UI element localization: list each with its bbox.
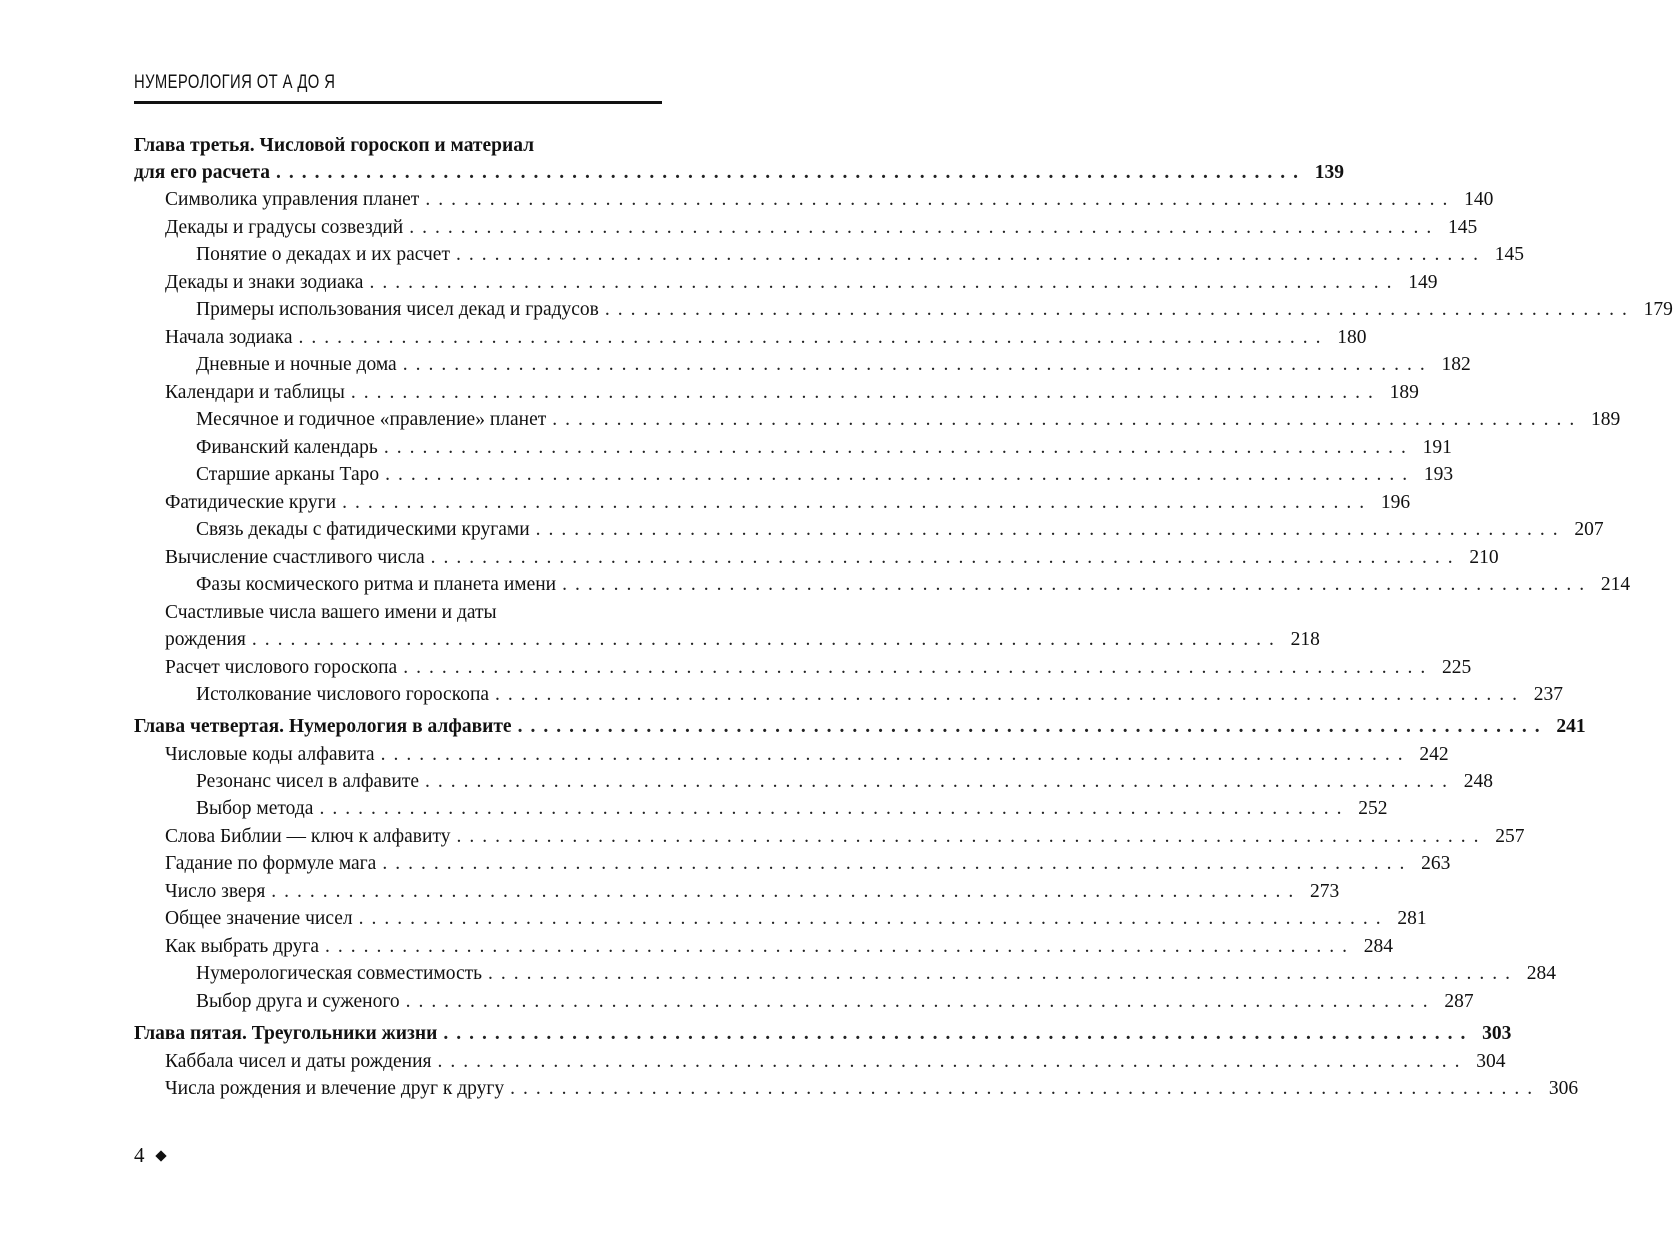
dot-leader: ................................................................................ bbox=[510, 1078, 1541, 1099]
dot-leader: ................................................................................ bbox=[358, 908, 1389, 929]
toc-entry-title: Фиванский календарь bbox=[196, 437, 378, 458]
toc-entry-title: Календари и таблицы bbox=[165, 382, 345, 403]
toc-entry-title: Резонанс чисел в алфавите bbox=[196, 771, 420, 792]
toc-page-number: 145 bbox=[1447, 217, 1478, 238]
toc-page-number: 225 bbox=[1441, 657, 1472, 678]
toc-entry-title: Гадание по формуле мага bbox=[165, 853, 377, 874]
toc-page-number: 189 bbox=[1389, 382, 1419, 403]
dot-leader: ................................................................................ bbox=[298, 327, 1329, 348]
toc-page-number: 304 bbox=[1476, 1051, 1506, 1072]
toc-chapter-entry bbox=[134, 1020, 1512, 1047]
toc-entry-title: Истолкование числового гороскопа bbox=[196, 684, 490, 705]
toc-entry-title: Счастливые числа вашего имени и даты bbox=[165, 602, 497, 623]
toc-entry-title: Числа рождения и влечение друг к другу bbox=[165, 1078, 505, 1099]
toc-entry-title: Глава пятая. Треугольники жизни bbox=[134, 1023, 438, 1044]
toc-entry-title: Понятие о декадах и их расчет bbox=[196, 244, 450, 265]
toc-entry bbox=[134, 823, 1525, 850]
dot-leader: ................................................................................ bbox=[430, 547, 1461, 568]
toc-entry-title: Число зверя bbox=[165, 881, 266, 902]
toc-entry-title: Дневные и ночные дома bbox=[196, 354, 397, 375]
toc-entry-title: Числовые коды алфавита bbox=[165, 744, 375, 765]
dot-leader: ................................................................................ bbox=[402, 354, 1433, 375]
toc-entry bbox=[134, 461, 1454, 488]
toc-page-number: 218 bbox=[1290, 629, 1320, 650]
toc-entry bbox=[134, 795, 1388, 822]
dot-leader: ................................................................................ bbox=[385, 464, 1416, 485]
toc-entry-title: Выбор друга и суженого bbox=[196, 991, 400, 1012]
toc-entry bbox=[134, 324, 1367, 351]
toc-page-number: 207 bbox=[1574, 519, 1604, 540]
dot-leader: ................................................................................ bbox=[443, 1023, 1474, 1044]
toc-entry bbox=[134, 933, 1393, 960]
toc-entry-title: Начала зодиака bbox=[165, 327, 293, 348]
toc-entry bbox=[134, 1048, 1506, 1075]
toc-page-number: 284 bbox=[1526, 963, 1557, 984]
dot-leader: ................................................................................ bbox=[271, 881, 1302, 902]
toc-page-number: 189 bbox=[1591, 409, 1621, 430]
toc-page-number: 139 bbox=[1314, 162, 1344, 183]
dot-leader: ................................................................................ bbox=[437, 1051, 1468, 1072]
toc-page-number: 287 bbox=[1444, 991, 1474, 1012]
toc-entry bbox=[134, 741, 1449, 768]
toc-page-number: 284 bbox=[1363, 936, 1393, 957]
toc-entry bbox=[134, 905, 1427, 932]
dot-leader: ................................................................................ bbox=[495, 684, 1526, 705]
toc-page-number: 191 bbox=[1422, 437, 1452, 458]
toc-entry bbox=[134, 186, 1494, 213]
toc-entry-title: Связь декады с фатидическими кругами bbox=[196, 519, 530, 540]
dot-leader: ................................................................................ bbox=[552, 409, 1583, 430]
toc-entry-title: Глава четвертая. Нумерология в алфавите bbox=[134, 716, 512, 737]
toc-entry-title: Слова Библии — ключ к алфавиту bbox=[165, 826, 451, 847]
toc-entry-title: Каббала чисел и даты рождения bbox=[165, 1051, 432, 1072]
toc-entry bbox=[134, 654, 1472, 681]
dot-leader: ................................................................................ bbox=[562, 574, 1593, 595]
dot-leader: ................................................................................ bbox=[488, 963, 1519, 984]
toc-entry bbox=[134, 544, 1499, 571]
toc-page-number: 241 bbox=[1556, 716, 1586, 737]
toc-entry bbox=[134, 599, 662, 626]
dot-leader: ................................................................................ bbox=[456, 244, 1486, 265]
toc-entry bbox=[134, 406, 1621, 433]
toc-entry bbox=[134, 626, 1320, 653]
dot-leader: ................................................................................ bbox=[251, 629, 1282, 650]
toc-entry bbox=[134, 960, 1557, 987]
toc-page-number: 149 bbox=[1408, 272, 1438, 293]
toc-entry-title: Как выбрать друга bbox=[165, 936, 319, 957]
toc-page-number: 252 bbox=[1358, 798, 1388, 819]
running-header: НУМЕРОЛОГИЯ ОТ А ДО Я bbox=[134, 72, 336, 93]
dot-leader: ................................................................................ bbox=[517, 716, 1548, 737]
toc-chapter-entry bbox=[134, 713, 1586, 740]
toc-entry bbox=[134, 988, 1474, 1015]
toc-entry-title: Расчет числового гороскопа bbox=[165, 657, 398, 678]
toc-entry bbox=[134, 379, 1419, 406]
toc-page-number: 248 bbox=[1463, 771, 1494, 792]
dot-leader: ................................................................................ bbox=[383, 437, 1414, 458]
toc-page-number: 257 bbox=[1495, 826, 1525, 847]
toc-chapter-entry bbox=[134, 159, 1344, 186]
dot-leader: ................................................................................ bbox=[350, 382, 1381, 403]
toc-page-number: 242 bbox=[1419, 744, 1449, 765]
toc-entry-title: Фазы космического ритма и планета имени bbox=[196, 574, 557, 595]
toc-entry-title: Примеры использования чисел декад и градусов bbox=[196, 299, 599, 320]
dot-leader: ................................................................................ bbox=[409, 217, 1440, 238]
dot-leader: ................................................................................ bbox=[535, 519, 1566, 540]
dot-leader: ................................................................................ bbox=[275, 162, 1306, 183]
toc-entry-title: для его расчета bbox=[134, 162, 270, 183]
dot-leader: ................................................................................ bbox=[325, 936, 1355, 957]
dot-leader: ................................................................................ bbox=[369, 272, 1400, 293]
toc-entry bbox=[134, 516, 1604, 543]
toc-entry bbox=[134, 214, 1478, 241]
toc-page-number: 303 bbox=[1482, 1023, 1512, 1044]
dot-leader: ................................................................................ bbox=[425, 189, 1456, 210]
toc-page-number: 179 bbox=[1643, 299, 1673, 320]
toc-entry-title: Декады и знаки зодиака bbox=[165, 272, 364, 293]
toc-page-number: 210 bbox=[1469, 547, 1499, 568]
toc-entry-title: рождения bbox=[165, 629, 246, 650]
toc-entry bbox=[134, 351, 1471, 378]
toc-page-number: 273 bbox=[1310, 881, 1340, 902]
toc-entry bbox=[134, 296, 1673, 323]
toc-entry-title: Нумерологическая совместимость bbox=[196, 963, 483, 984]
toc-page-number: 306 bbox=[1548, 1078, 1579, 1099]
toc-page-number: 193 bbox=[1423, 464, 1454, 485]
toc-page-number: 281 bbox=[1397, 908, 1427, 929]
toc-entry-title: Декады и градусы созвездий bbox=[165, 217, 404, 238]
toc-entry-title: Символика управления планет bbox=[165, 189, 420, 210]
diamond-ornament-icon bbox=[155, 1150, 166, 1161]
page-footer bbox=[134, 1143, 165, 1168]
dot-leader: ................................................................................ bbox=[342, 492, 1373, 513]
toc-page-number: 140 bbox=[1464, 189, 1494, 210]
dot-leader: ................................................................................ bbox=[403, 657, 1434, 678]
toc-entry-title: Фатидические круги bbox=[165, 492, 337, 513]
header-rule bbox=[134, 101, 662, 104]
toc-entry bbox=[134, 489, 1411, 516]
toc-entry bbox=[134, 1075, 1579, 1102]
toc-entry bbox=[134, 434, 1452, 461]
dot-leader: ................................................................................ bbox=[382, 853, 1413, 874]
toc-page-number: 182 bbox=[1441, 354, 1471, 375]
toc-page-number: 180 bbox=[1337, 327, 1367, 348]
page-number: 4 bbox=[134, 1143, 145, 1167]
toc-page-number: 196 bbox=[1380, 492, 1411, 513]
toc-entry-title: Месячное и годичное «правление» планет bbox=[196, 409, 547, 430]
dot-leader: ................................................................................ bbox=[405, 991, 1436, 1012]
toc-entry-title: Глава третья. Числовой гороскоп и материал bbox=[134, 135, 535, 156]
toc-entry-title: Старшие арканы Таро bbox=[196, 464, 380, 485]
dot-leader: ................................................................................ bbox=[425, 771, 1456, 792]
toc-entry bbox=[134, 768, 1494, 795]
toc-entry bbox=[134, 269, 1438, 296]
dot-leader: ................................................................................ bbox=[319, 798, 1350, 819]
toc-entry-title: Выбор метода bbox=[196, 798, 314, 819]
toc-page-number: 145 bbox=[1494, 244, 1524, 265]
dot-leader: ................................................................................ bbox=[380, 744, 1411, 765]
toc-entry bbox=[134, 681, 1564, 708]
toc-entry bbox=[134, 850, 1451, 877]
toc-chapter-entry bbox=[134, 132, 662, 159]
dot-leader: ................................................................................ bbox=[456, 826, 1487, 847]
toc-entry-title: Вычисление счастливого числа bbox=[165, 547, 425, 568]
toc-entry-title: Общее значение чисел bbox=[165, 908, 353, 929]
toc-entry bbox=[134, 878, 1340, 905]
toc-page-number: 263 bbox=[1421, 853, 1451, 874]
toc-page-number: 214 bbox=[1600, 574, 1631, 595]
toc-entry bbox=[134, 571, 1631, 598]
dot-leader: ................................................................................ bbox=[604, 299, 1635, 320]
toc-page-number: 237 bbox=[1533, 684, 1564, 705]
toc-entry bbox=[134, 241, 1524, 268]
